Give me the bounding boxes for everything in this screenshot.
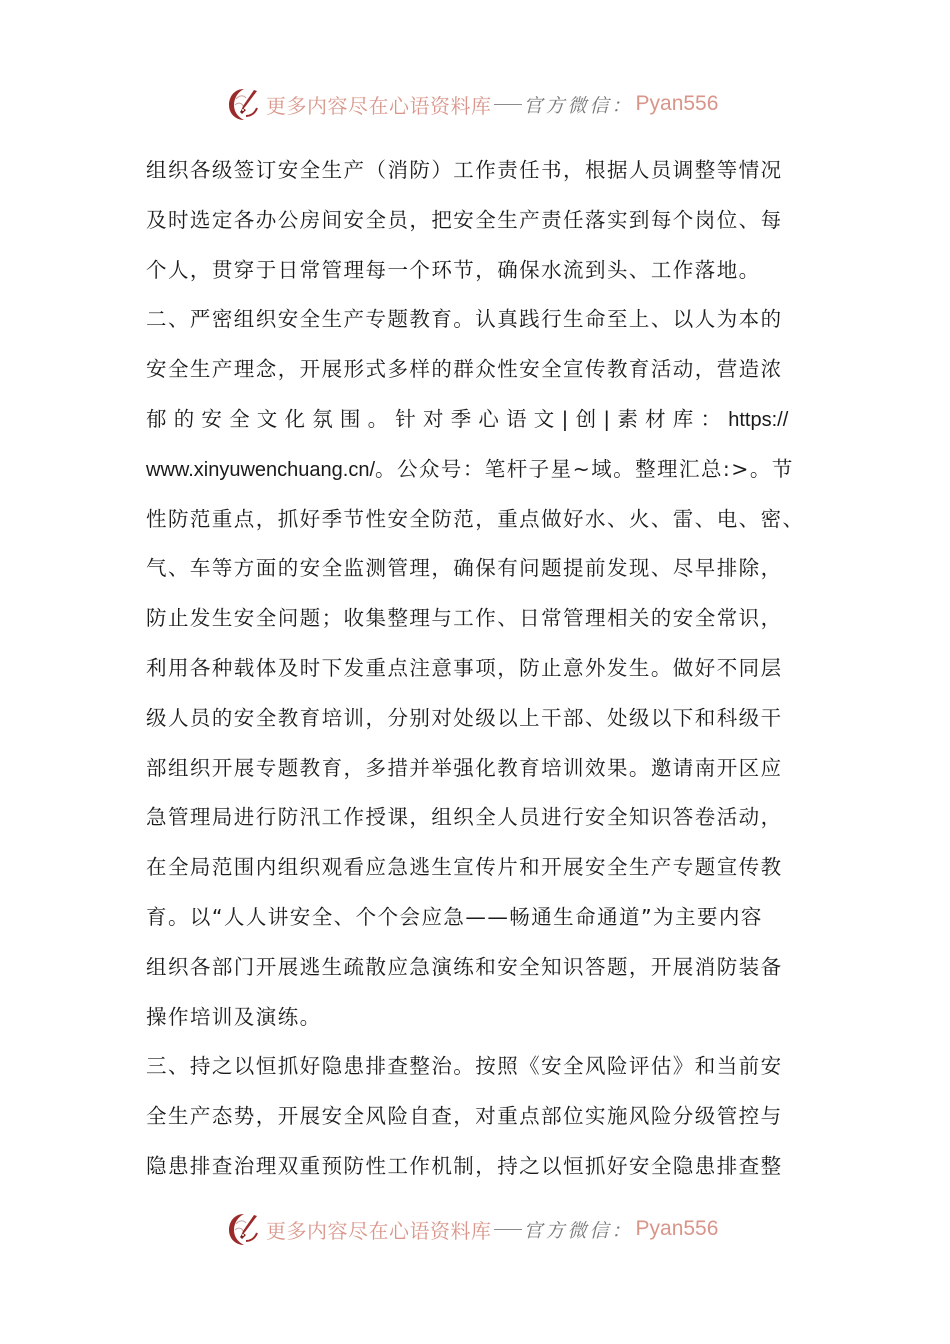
text-line: 操作培训及演练。 bbox=[146, 1004, 322, 1029]
text-line: 气、车等方面的安全监测管理，确保有问题提前发现、尽早排除， bbox=[146, 556, 783, 581]
text-line: 急管理局进行防汛工作授课，组织全人员进行安全知识答卷活动， bbox=[146, 805, 783, 830]
watermark-official-label: 官方微信： bbox=[523, 94, 634, 117]
text-line: 隐患排查治理双重预防性工作机制，持之以恒抓好安全隐患排查整 bbox=[146, 1153, 783, 1178]
source-url: www.xinyuwenchuang.cn/ bbox=[146, 458, 376, 481]
text-line bbox=[146, 450, 836, 500]
text-segment: 郁的安全文化氛围。针对季心语文|创|素材库： bbox=[146, 406, 729, 431]
watermark-wechat-id: Pyan556 bbox=[635, 1217, 719, 1240]
watermark-dash-divider bbox=[494, 1229, 522, 1230]
url-prefix: https:// bbox=[728, 408, 789, 431]
header-watermark bbox=[226, 84, 718, 124]
text-line: 三、持之以恒抓好隐患排查整治。按照《安全风险评估》和当前安 bbox=[146, 1054, 783, 1079]
pen-nib-logo-icon bbox=[226, 1211, 262, 1247]
watermark-dash-divider bbox=[494, 104, 522, 105]
watermark-main-text: 更多内容尽在心语资料库 bbox=[266, 1218, 492, 1243]
text-line: 性防范重点，抓好季节性安全防范，重点做好水、火、雷、电、密、 bbox=[146, 506, 805, 531]
text-line: 二、严密组织安全生产专题教育。认真践行生命至上、以人为本的 bbox=[146, 307, 783, 332]
text-line: 安全生产理念，开展形式多样的群众性安全宣传教育活动，营造浓 bbox=[146, 357, 783, 382]
footer-watermark bbox=[226, 1209, 718, 1249]
text-line: 全生产态势，开展安全风险自查，对重点部位实施风险分级管控与 bbox=[146, 1104, 783, 1129]
text-line: 防止发生安全问题；收集整理与工作、日常管理相关的安全常识， bbox=[146, 606, 783, 631]
watermark-wechat-id: Pyan556 bbox=[635, 92, 719, 115]
text-line: 组织各级签订安全生产（消防）工作责任书，根据人员调整等情况 bbox=[146, 158, 783, 182]
text-line bbox=[146, 400, 836, 450]
pen-nib-logo-icon bbox=[226, 86, 262, 122]
watermark-official-label: 官方微信： bbox=[523, 1219, 634, 1242]
text-line: 育。以“人人讲安全、个个会应急——畅通生命通道”为主要内容 bbox=[146, 904, 763, 929]
text-line: 部组织开展专题教育，多措并举强化教育培训效果。邀请南开区应 bbox=[146, 755, 783, 780]
text-line: 利用各种载体及时下发重点注意事项，防止意外发生。做好不同层 bbox=[146, 655, 783, 680]
document-body bbox=[146, 151, 836, 1197]
text-line: 及时选定各办公房间安全员，把安全生产责任落实到每个岗位、每 bbox=[146, 207, 783, 232]
text-line: 在全局范围内组织观看应急逃生宣传片和开展安全生产专题宣传教 bbox=[146, 855, 783, 880]
text-segment: 。公众号：笔杆子星~域。整理汇总:>。节 bbox=[375, 456, 794, 481]
text-line: 级人员的安全教育培训，分别对处级以上干部、处级以下和科级干 bbox=[146, 705, 783, 730]
text-line: 个人，贯穿于日常管理每一个环节，确保水流到头、工作落地。 bbox=[146, 257, 761, 282]
text-line: 组织各部门开展逃生疏散应急演练和安全知识答题，开展消防装备 bbox=[146, 954, 783, 979]
watermark-main-text: 更多内容尽在心语资料库 bbox=[266, 93, 492, 118]
